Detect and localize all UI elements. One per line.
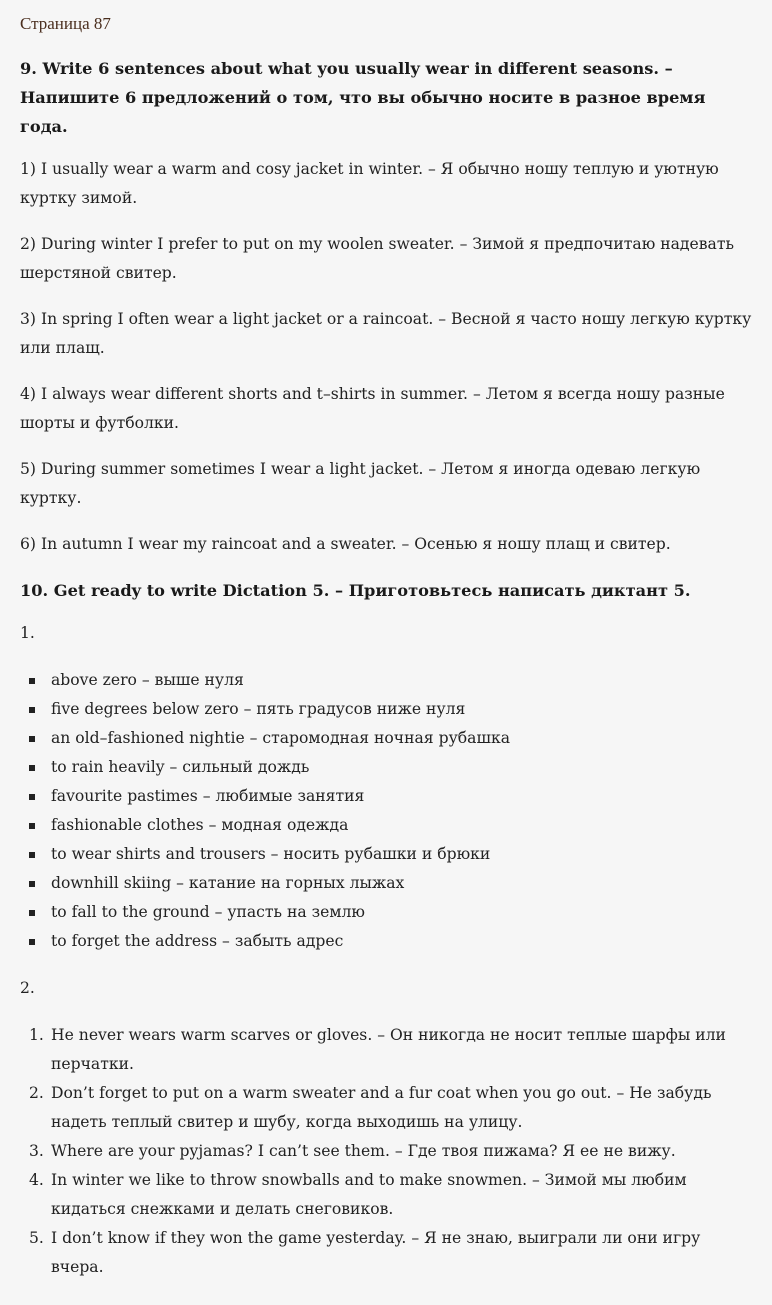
item-text: In winter we like to throw snowballs and to make snowmen. – Зимой мы любим кидаться снежками и делать снеговиков. (51, 1171, 687, 1218)
part-2-label: 2. (20, 979, 35, 997)
list-item (29, 1137, 752, 1166)
answer-sentence: 4) I always wear different shorts and t–shirts in summer. – Летом я всегда ношу разные шорты и футболки. (20, 385, 725, 432)
vocab-text: fashionable clothes – модная одежда (51, 816, 349, 834)
item-number: 3. (29, 1142, 44, 1160)
vocab-text: five degrees below zero – пять градусов ниже нуля (51, 700, 466, 718)
part-1-label: 1. (20, 624, 35, 642)
list-item (51, 869, 752, 898)
item-number: 1. (29, 1026, 44, 1044)
answer-sentence: 6) In autumn I wear my raincoat and a sweater. – Осенью я ношу плащ и свитер. (20, 535, 671, 553)
bullet-icon (29, 910, 35, 916)
vocab-text: above zero – выше нуля (51, 671, 244, 689)
exercise-10-heading: 10. Get ready to write Dictation 5. – Приготовьтесь написать диктант 5. (20, 581, 691, 600)
vocab-text: an old–fashioned nightie – старомодная ночная рубашка (51, 729, 510, 747)
list-item (51, 753, 752, 782)
bullet-icon (29, 823, 35, 829)
vocab-text: to wear shirts and trousers – носить рубашки и брюки (51, 845, 491, 863)
bullet-icon (29, 707, 35, 713)
dictation-sentences (20, 1021, 752, 1282)
vocab-text: to fall to the ground – упасть на землю (51, 903, 365, 921)
list-item (29, 1224, 752, 1282)
item-number: 4. (29, 1171, 44, 1189)
vocab-text: to forget the address – забыть адрес (51, 932, 344, 950)
exercise-9-heading: 9. Write 6 sentences about what you usually wear in different seasons. – Напишите 6 предложений о том, что вы обычно носите в разное время года. (20, 59, 706, 136)
bullet-icon (29, 765, 35, 771)
page-number-label: Страница 87 (20, 14, 111, 33)
list-item (51, 927, 752, 956)
item-text: Where are your pyjamas? I can’t see them. – Где твоя пижама? Я ее не вижу. (51, 1142, 676, 1160)
bullet-icon (29, 852, 35, 858)
list-item (51, 695, 752, 724)
item-text: I don’t know if they won the game yesterday. – Я не знаю, выиграли ли они игру вчера. (51, 1229, 701, 1276)
bullet-icon (29, 794, 35, 800)
list-item (29, 1166, 752, 1224)
list-item (51, 666, 752, 695)
vocabulary-list (20, 666, 752, 956)
bullet-icon (29, 881, 35, 887)
list-item (29, 1021, 752, 1079)
item-number: 5. (29, 1229, 44, 1247)
bullet-icon (29, 736, 35, 742)
bullet-icon (29, 678, 35, 684)
answer-sentence: 1) I usually wear a warm and cosy jacket in winter. – Я обычно ношу теплую и уютную куртку зимой. (20, 160, 719, 207)
list-item (51, 898, 752, 927)
list-item (51, 724, 752, 753)
item-number: 2. (29, 1084, 44, 1102)
vocab-text: to rain heavily – сильный дождь (51, 758, 310, 776)
list-item (29, 1079, 752, 1137)
exercise-9-answers (20, 155, 752, 559)
answer-sentence: 5) During summer sometimes I wear a light jacket. – Летом я иногда одеваю легкую куртку. (20, 460, 701, 507)
answer-sentence: 3) In spring I often wear a light jacket or a raincoat. – Весной я часто ношу легкую куртку или плащ. (20, 310, 752, 357)
vocab-text: favourite pastimes – любимые занятия (51, 787, 365, 805)
bullet-icon (29, 939, 35, 945)
list-item (51, 840, 752, 869)
list-item (51, 811, 752, 840)
vocab-text: downhill skiing – катание на горных лыжах (51, 874, 405, 892)
answer-sentence: 2) During winter I prefer to put on my woolen sweater. – Зимой я предпочитаю надевать шерстяной свитер. (20, 235, 734, 282)
item-text: Don’t forget to put on a warm sweater and a fur coat when you go out. – Не забудь надеть теплый свитер и шубу, когда выходишь на улицу. (51, 1084, 712, 1131)
item-text: He never wears warm scarves or gloves. – Он никогда не носит теплые шарфы или перчатки. (51, 1026, 726, 1073)
list-item (51, 782, 752, 811)
